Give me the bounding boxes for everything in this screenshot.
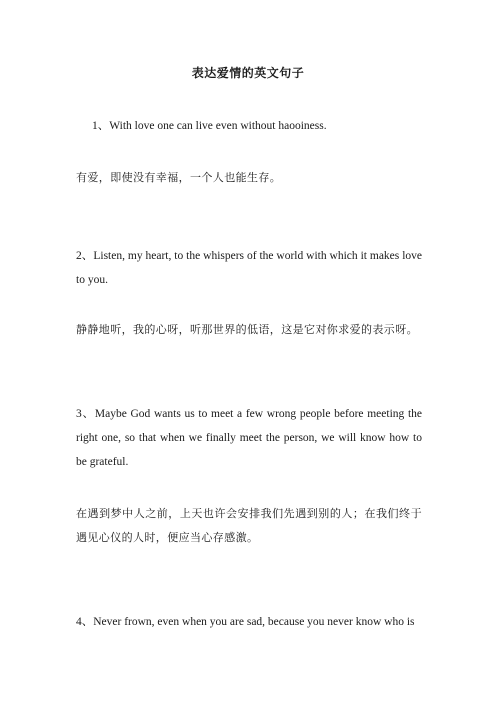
entry-1-chinese: 有爱，即使没有幸福，一个人也能生存。	[76, 171, 282, 184]
entry-2-english: 2、Listen, my heart, to the whispers of the world with which it makes love to you.	[76, 250, 422, 286]
document-title: 表达爱情的英文句子	[191, 66, 305, 80]
entry-3-chinese: 在遇到梦中人之前，上天也许会安排我们先遇到别的人；在我们终于遇见心仪的人时，便应当心存感激。	[76, 507, 422, 544]
entry-2-chinese: 静静地听，我的心呀，听那世界的低语，这是它对你求爱的表示呀。	[76, 323, 418, 336]
entry-3-english: 3、Maybe God wants us to meet a few wrong people before meeting the right one, so that when we finally meet the person, we will know how to be grateful.	[76, 408, 422, 468]
entry-4-english: 4、Never frown, even when you are sad, because you never know who is	[76, 616, 415, 628]
entry-1-english: 1、With love one can live even without haooiness.	[92, 120, 327, 132]
